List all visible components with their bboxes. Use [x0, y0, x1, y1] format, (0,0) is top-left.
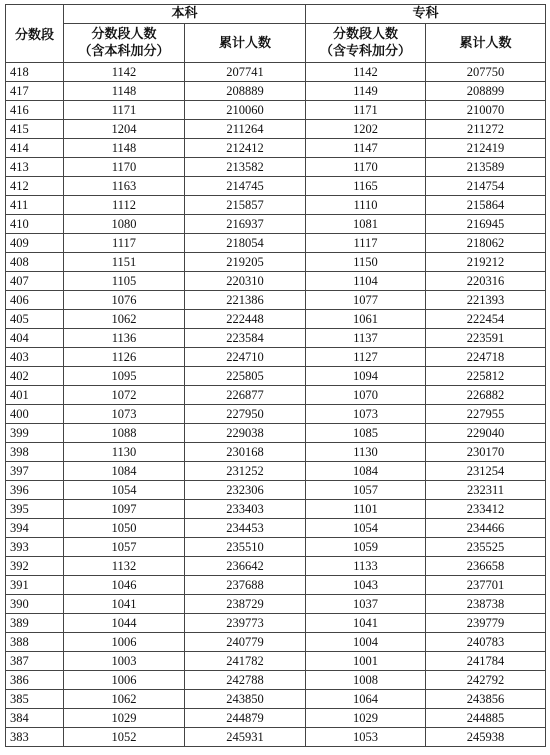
zhuanke-cumulative-cell: 220316	[426, 272, 546, 291]
benke-cumulative-cell: 218054	[185, 234, 306, 253]
score-cell: 409	[6, 234, 64, 253]
zhuanke-count-cell: 1073	[306, 405, 426, 424]
benke-count-cell: 1171	[64, 101, 185, 120]
zhuanke-cumulative-cell: 234466	[426, 519, 546, 538]
zhuanke-count-cell: 1057	[306, 481, 426, 500]
table-row	[6, 196, 546, 215]
table-row	[6, 728, 546, 747]
header-row-groups	[6, 5, 546, 24]
table-row	[6, 215, 546, 234]
benke-count-cell: 1204	[64, 120, 185, 139]
benke-count-cell: 1084	[64, 462, 185, 481]
score-cell: 388	[6, 633, 64, 652]
score-cell: 391	[6, 576, 64, 595]
table-row	[6, 272, 546, 291]
table-row	[6, 557, 546, 576]
score-cell: 393	[6, 538, 64, 557]
zhuanke-count-cell: 1171	[306, 101, 426, 120]
zhuanke-count-cell: 1008	[306, 671, 426, 690]
zhuanke-count-cell: 1110	[306, 196, 426, 215]
table-row	[6, 310, 546, 329]
benke-cumulative-cell: 233403	[185, 500, 306, 519]
benke-count-cell: 1163	[64, 177, 185, 196]
zhuanke-count-cell: 1043	[306, 576, 426, 595]
benke-count-cell: 1062	[64, 690, 185, 709]
score-cell: 389	[6, 614, 64, 633]
table-header	[6, 5, 546, 63]
score-cell: 395	[6, 500, 64, 519]
table-row	[6, 177, 546, 196]
zhuanke-cumulative-cell: 226882	[426, 386, 546, 405]
zhuanke-cumulative-cell: 218062	[426, 234, 546, 253]
zhuanke-count-cell: 1142	[306, 63, 426, 82]
benke-count-cell: 1105	[64, 272, 185, 291]
zhuanke-count-cell: 1085	[306, 424, 426, 443]
score-distribution-table	[5, 4, 546, 747]
zhuanke-cumulative-cell: 232311	[426, 481, 546, 500]
zhuanke-cumulative-cell: 229040	[426, 424, 546, 443]
table-row	[6, 253, 546, 272]
table-row	[6, 367, 546, 386]
benke-cumulative-cell: 210060	[185, 101, 306, 120]
header-row-columns	[6, 24, 546, 63]
zhuanke-cumulative-cell: 223591	[426, 329, 546, 348]
benke-cumulative-cell: 232306	[185, 481, 306, 500]
benke-cumulative-cell: 229038	[185, 424, 306, 443]
header-group-zhuanke: 专科	[306, 5, 546, 24]
table-row	[6, 519, 546, 538]
table-row	[6, 690, 546, 709]
zhuanke-cumulative-cell: 242792	[426, 671, 546, 690]
zhuanke-cumulative-cell: 208899	[426, 82, 546, 101]
score-cell: 407	[6, 272, 64, 291]
table-row	[6, 481, 546, 500]
score-distribution-table-container	[5, 4, 545, 747]
zhuanke-cumulative-cell: 238738	[426, 595, 546, 614]
table-row	[6, 329, 546, 348]
benke-cumulative-cell: 223584	[185, 329, 306, 348]
score-cell: 392	[6, 557, 64, 576]
benke-count-cell: 1117	[64, 234, 185, 253]
benke-count-cell: 1132	[64, 557, 185, 576]
benke-count-cell: 1095	[64, 367, 185, 386]
zhuanke-cumulative-cell: 237701	[426, 576, 546, 595]
benke-count-cell: 1130	[64, 443, 185, 462]
zhuanke-count-cell: 1061	[306, 310, 426, 329]
table-row	[6, 63, 546, 82]
score-cell: 387	[6, 652, 64, 671]
zhuanke-cumulative-cell: 245938	[426, 728, 546, 747]
score-cell: 400	[6, 405, 64, 424]
zhuanke-cumulative-cell: 233412	[426, 500, 546, 519]
score-cell: 383	[6, 728, 64, 747]
benke-cumulative-cell: 240779	[185, 633, 306, 652]
benke-count-cell: 1029	[64, 709, 185, 728]
zhuanke-cumulative-cell: 211272	[426, 120, 546, 139]
zhuanke-count-cell: 1127	[306, 348, 426, 367]
score-cell: 384	[6, 709, 64, 728]
benke-count-cell: 1126	[64, 348, 185, 367]
table-row	[6, 291, 546, 310]
score-cell: 404	[6, 329, 64, 348]
score-cell: 417	[6, 82, 64, 101]
benke-count-cell: 1148	[64, 82, 185, 101]
zhuanke-cumulative-cell: 213589	[426, 158, 546, 177]
zhuanke-cumulative-cell: 230170	[426, 443, 546, 462]
benke-cumulative-cell: 207741	[185, 63, 306, 82]
table-row	[6, 652, 546, 671]
score-cell: 403	[6, 348, 64, 367]
benke-count-cell: 1006	[64, 633, 185, 652]
zhuanke-cumulative-cell: 231254	[426, 462, 546, 481]
header-zhuanke-cumulative: 累计人数	[426, 24, 546, 63]
benke-count-cell: 1097	[64, 500, 185, 519]
score-cell: 408	[6, 253, 64, 272]
zhuanke-count-cell: 1170	[306, 158, 426, 177]
zhuanke-count-cell: 1133	[306, 557, 426, 576]
score-cell: 418	[6, 63, 64, 82]
benke-count-cell: 1052	[64, 728, 185, 747]
zhuanke-count-cell: 1070	[306, 386, 426, 405]
benke-count-cell: 1057	[64, 538, 185, 557]
benke-count-cell: 1142	[64, 63, 185, 82]
score-cell: 399	[6, 424, 64, 443]
zhuanke-cumulative-cell: 221393	[426, 291, 546, 310]
table-row	[6, 348, 546, 367]
benke-cumulative-cell: 220310	[185, 272, 306, 291]
zhuanke-cumulative-cell: 243856	[426, 690, 546, 709]
zhuanke-count-cell: 1101	[306, 500, 426, 519]
benke-cumulative-cell: 222448	[185, 310, 306, 329]
benke-count-cell: 1112	[64, 196, 185, 215]
benke-cumulative-cell: 243850	[185, 690, 306, 709]
benke-cumulative-cell: 211264	[185, 120, 306, 139]
zhuanke-count-cell: 1150	[306, 253, 426, 272]
score-cell: 410	[6, 215, 64, 234]
table-row	[6, 614, 546, 633]
benke-cumulative-cell: 219205	[185, 253, 306, 272]
header-score: 分数段	[6, 5, 64, 63]
zhuanke-cumulative-cell: 239779	[426, 614, 546, 633]
score-cell: 398	[6, 443, 64, 462]
zhuanke-cumulative-cell: 219212	[426, 253, 546, 272]
zhuanke-count-cell: 1081	[306, 215, 426, 234]
benke-cumulative-cell: 208889	[185, 82, 306, 101]
zhuanke-cumulative-cell: 225812	[426, 367, 546, 386]
score-cell: 405	[6, 310, 64, 329]
benke-cumulative-cell: 238729	[185, 595, 306, 614]
benke-cumulative-cell: 224710	[185, 348, 306, 367]
table-row	[6, 234, 546, 253]
zhuanke-cumulative-cell: 222454	[426, 310, 546, 329]
benke-count-cell: 1041	[64, 595, 185, 614]
benke-count-cell: 1080	[64, 215, 185, 234]
benke-cumulative-cell: 237688	[185, 576, 306, 595]
table-row	[6, 538, 546, 557]
table-body	[6, 63, 546, 747]
score-cell: 413	[6, 158, 64, 177]
benke-count-cell: 1003	[64, 652, 185, 671]
table-row	[6, 500, 546, 519]
score-cell: 386	[6, 671, 64, 690]
score-cell: 396	[6, 481, 64, 500]
score-cell: 414	[6, 139, 64, 158]
benke-cumulative-cell: 231252	[185, 462, 306, 481]
table-row	[6, 405, 546, 424]
zhuanke-count-cell: 1137	[306, 329, 426, 348]
zhuanke-count-cell: 1054	[306, 519, 426, 538]
score-cell: 385	[6, 690, 64, 709]
benke-cumulative-cell: 226877	[185, 386, 306, 405]
benke-count-cell: 1050	[64, 519, 185, 538]
table-row	[6, 595, 546, 614]
benke-count-cell: 1170	[64, 158, 185, 177]
score-cell: 397	[6, 462, 64, 481]
table-row	[6, 424, 546, 443]
zhuanke-count-cell: 1149	[306, 82, 426, 101]
score-cell: 416	[6, 101, 64, 120]
table-row	[6, 82, 546, 101]
header-zhuanke-count-line1: 分数段人数	[333, 27, 399, 42]
zhuanke-count-cell: 1094	[306, 367, 426, 386]
zhuanke-count-cell: 1053	[306, 728, 426, 747]
zhuanke-count-cell: 1117	[306, 234, 426, 253]
zhuanke-count-cell: 1165	[306, 177, 426, 196]
score-cell: 402	[6, 367, 64, 386]
zhuanke-cumulative-cell: 224718	[426, 348, 546, 367]
benke-cumulative-cell: 212412	[185, 139, 306, 158]
score-cell: 406	[6, 291, 64, 310]
zhuanke-count-cell: 1104	[306, 272, 426, 291]
header-benke-count-line2: （含本科加分）	[78, 44, 170, 59]
zhuanke-cumulative-cell: 214754	[426, 177, 546, 196]
header-zhuanke-count-line2: （含专科加分）	[320, 44, 412, 59]
zhuanke-count-cell: 1059	[306, 538, 426, 557]
benke-cumulative-cell: 216937	[185, 215, 306, 234]
zhuanke-cumulative-cell: 241784	[426, 652, 546, 671]
benke-count-cell: 1044	[64, 614, 185, 633]
score-cell: 415	[6, 120, 64, 139]
benke-count-cell: 1073	[64, 405, 185, 424]
zhuanke-cumulative-cell: 212419	[426, 139, 546, 158]
zhuanke-cumulative-cell: 244885	[426, 709, 546, 728]
zhuanke-count-cell: 1084	[306, 462, 426, 481]
score-cell: 411	[6, 196, 64, 215]
benke-count-cell: 1054	[64, 481, 185, 500]
zhuanke-cumulative-cell: 215864	[426, 196, 546, 215]
benke-count-cell: 1136	[64, 329, 185, 348]
zhuanke-count-cell: 1004	[306, 633, 426, 652]
zhuanke-cumulative-cell: 240783	[426, 633, 546, 652]
zhuanke-count-cell: 1202	[306, 120, 426, 139]
benke-cumulative-cell: 215857	[185, 196, 306, 215]
zhuanke-count-cell: 1001	[306, 652, 426, 671]
benke-cumulative-cell: 241782	[185, 652, 306, 671]
benke-count-cell: 1046	[64, 576, 185, 595]
zhuanke-count-cell: 1041	[306, 614, 426, 633]
zhuanke-count-cell: 1064	[306, 690, 426, 709]
score-cell: 394	[6, 519, 64, 538]
benke-cumulative-cell: 236642	[185, 557, 306, 576]
zhuanke-count-cell: 1077	[306, 291, 426, 310]
zhuanke-cumulative-cell: 210070	[426, 101, 546, 120]
table-row	[6, 386, 546, 405]
zhuanke-count-cell: 1147	[306, 139, 426, 158]
zhuanke-cumulative-cell: 207750	[426, 63, 546, 82]
benke-count-cell: 1088	[64, 424, 185, 443]
benke-cumulative-cell: 227950	[185, 405, 306, 424]
table-row	[6, 443, 546, 462]
benke-cumulative-cell: 225805	[185, 367, 306, 386]
zhuanke-cumulative-cell: 235525	[426, 538, 546, 557]
header-group-benke: 本科	[64, 5, 306, 24]
table-row	[6, 462, 546, 481]
benke-count-cell: 1076	[64, 291, 185, 310]
benke-cumulative-cell: 230168	[185, 443, 306, 462]
zhuanke-count-cell: 1130	[306, 443, 426, 462]
table-row	[6, 101, 546, 120]
zhuanke-cumulative-cell: 216945	[426, 215, 546, 234]
zhuanke-cumulative-cell: 236658	[426, 557, 546, 576]
benke-cumulative-cell: 234453	[185, 519, 306, 538]
benke-count-cell: 1148	[64, 139, 185, 158]
score-cell: 412	[6, 177, 64, 196]
table-row	[6, 633, 546, 652]
benke-cumulative-cell: 214745	[185, 177, 306, 196]
header-benke-count	[64, 24, 185, 63]
table-row	[6, 709, 546, 728]
zhuanke-count-cell: 1029	[306, 709, 426, 728]
benke-count-cell: 1072	[64, 386, 185, 405]
benke-cumulative-cell: 242788	[185, 671, 306, 690]
zhuanke-count-cell: 1037	[306, 595, 426, 614]
benke-cumulative-cell: 213582	[185, 158, 306, 177]
benke-count-cell: 1006	[64, 671, 185, 690]
benke-cumulative-cell: 244879	[185, 709, 306, 728]
score-cell: 401	[6, 386, 64, 405]
benke-cumulative-cell: 245931	[185, 728, 306, 747]
table-row	[6, 158, 546, 177]
table-row	[6, 671, 546, 690]
table-row	[6, 576, 546, 595]
table-row	[6, 139, 546, 158]
header-benke-cumulative: 累计人数	[185, 24, 306, 63]
table-row	[6, 120, 546, 139]
zhuanke-cumulative-cell: 227955	[426, 405, 546, 424]
header-benke-count-line1: 分数段人数	[91, 27, 157, 42]
benke-cumulative-cell: 239773	[185, 614, 306, 633]
benke-cumulative-cell: 235510	[185, 538, 306, 557]
benke-count-cell: 1151	[64, 253, 185, 272]
header-zhuanke-count	[306, 24, 426, 63]
benke-cumulative-cell: 221386	[185, 291, 306, 310]
score-cell: 390	[6, 595, 64, 614]
benke-count-cell: 1062	[64, 310, 185, 329]
